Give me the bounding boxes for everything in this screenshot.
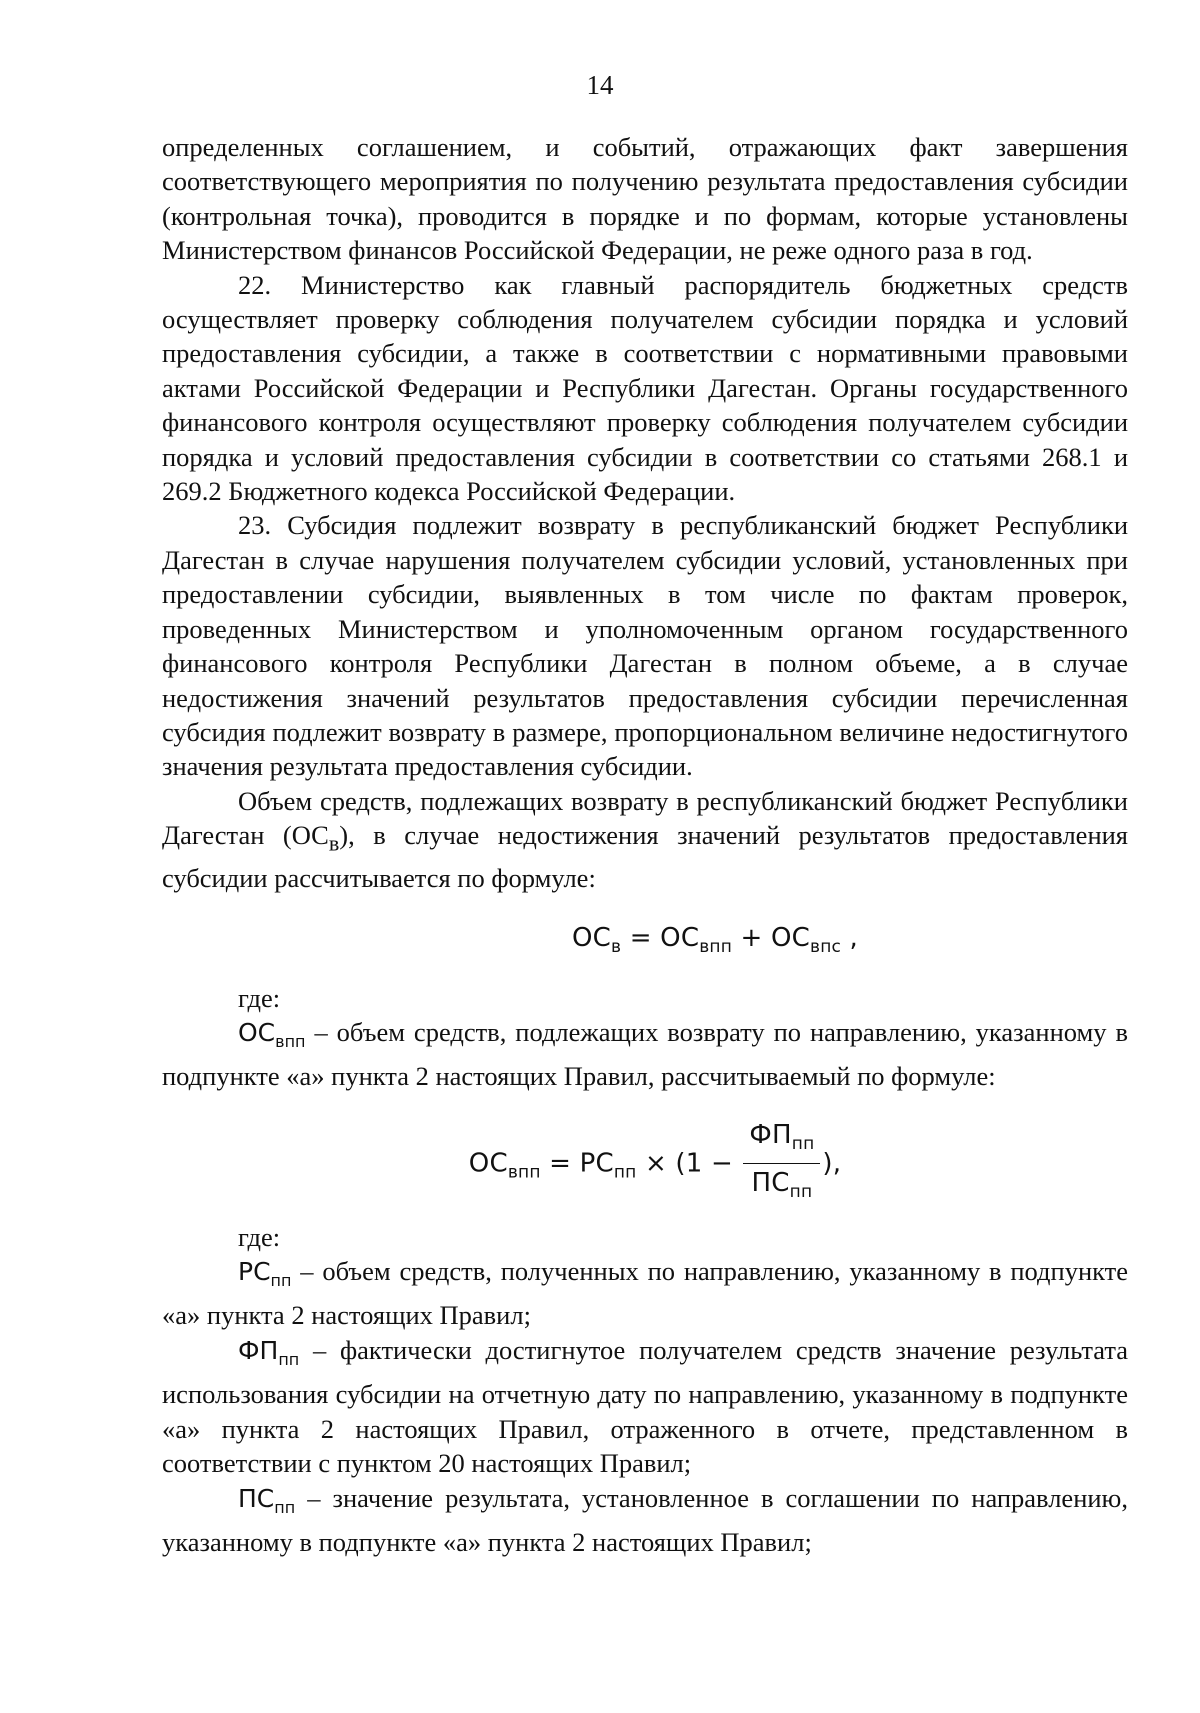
formula2-rs: РС [579,1148,614,1179]
formula1-term1: ОС [660,923,700,954]
formula2-denominator-sub: пп [789,1182,813,1203]
formula2-lhs-sub: впп [507,1162,541,1183]
definition-osvpp-symbol-main: ОС [238,1018,276,1048]
formula1-term1-sub: впп [699,937,733,958]
formula1-lhs-sub: в [611,937,622,958]
paragraph-23: 23. Субсидия подлежит возврату в республиканский бюджет Республики Дагестан в случае нарушения получателем субсидии условий, установленных при предоставлении субсидии, выявленных в том числе по фактам проверок, проведенных Министерством и уполномоченным органом государственного финансового контроля Республики Дагестан в полном объеме, а в случае недостижения значений результатов предоставления субсидии перечисленная субсидия подлежит возврату в размере, пропорциональном величине недостигнутого значения результата предоставления субсидии. [162,510,1128,782]
paragraph-volume [162,784,1128,896]
formula2-numerator-main: ФП [749,1119,792,1150]
formula2-tail: ), [822,1148,842,1179]
formula-osvpp [162,1118,1128,1210]
formula2-lhs: ОС [468,1148,508,1179]
formula1-plus: + [732,923,771,954]
page-number: 14 [586,70,614,100]
definition-osvpp-text: – объем средств, подлежащих возврату по направлению, указанному в подпункте «а» пункта 2 настоящих Правил, рассчитываемый по формуле: [162,1017,1128,1092]
formula2-numerator [743,1118,820,1164]
definition-pspp-symbol-main: ПС [238,1483,275,1513]
definition-osvpp-symbol [238,1018,306,1052]
where-label-1: где: [238,982,281,1013]
where-label-2: где: [238,1221,281,1252]
definition-fppp-text: – фактически достигнутое получателем средств значение результата использования субсидии на отчетную дату по направлению, указанному в подпункте «а» пункта 2 настоящих Правил, отраженного в отчете, представленном в соответствии с пунктом 20 настоящих Правил; [162,1334,1128,1479]
formula1-lhs: ОС [571,923,611,954]
formula2-denominator-main: ПС [751,1168,790,1199]
formula1-term2: ОС [770,923,810,954]
document-body [162,130,1128,1559]
definition-rspp-symbol-main: РС [238,1257,271,1287]
definition-pspp-symbol [238,1483,296,1517]
paragraph-volume-text-end: ), в случае недостижения значений результатов предоставления субсидии рассчитывается по формуле: [162,820,1128,893]
definition-rspp-text: – объем средств, полученных по направлению, указанному в подпункте «а» пункта 2 настоящих Правил; [162,1256,1128,1331]
formula2-eq: = [540,1148,580,1179]
definition-rspp-symbol [238,1257,292,1291]
formula1-eq: = [621,923,661,954]
formula2-numerator-sub: пп [791,1133,815,1154]
formula1-term2-sub: впс [810,937,842,958]
paragraph-22: 22. Министерство как главный распорядитель бюджетных средств осуществляет проверку соблюдения получателем субсидии порядка и условий предоставления субсидии, а также в соответствии с нормативными правовыми актами Российской Федерации и Республики Дагестан. Органы государственного финансового контроля осуществляют проверку соблюдения получателем субсидии порядка и условий предоставления субсидии в соответствии со статьями 268.1 и 269.2 Бюджетного кодекса Российской Федерации. [162,269,1128,507]
definition-rspp-symbol-sub: пп [270,1271,292,1291]
formula2-rs-sub: пп [613,1162,637,1183]
formula2-times: × (1 − [636,1148,742,1179]
formula1-tail: , [841,923,859,954]
definition-fppp-symbol-sub: пп [278,1349,300,1369]
formula2-denominator [743,1164,820,1209]
formula2-fraction [743,1118,820,1210]
paragraph-continuation: определенных соглашением, и событий, отражающих факт завершения соответствующего мероприятия по получению результата предоставления субсидии (контрольная точка), проводится в порядке и по формам, которые установлены Министерством финансов Российской Федерации, не реже одного раза в год. [162,132,1128,266]
definition-fppp-symbol [238,1335,300,1369]
definition-fppp [162,1333,1128,1481]
definition-fppp-symbol-main: ФП [238,1335,279,1365]
paragraph-volume-text-start: Объем средств, подлежащих возврату в республиканский бюджет Республики Дагестан (ОС [162,785,1128,851]
definition-rspp [162,1254,1128,1333]
definition-pspp-text: – значение результата, установленное в соглашении по направлению, указанному в подпункте «а» пункта 2 настоящих Правил; [162,1482,1128,1557]
paragraph-volume-subscript: в [328,830,340,856]
formula-total-return [162,921,1128,964]
definition-osvpp-symbol-sub: впп [275,1032,306,1052]
definition-pspp-symbol-sub: пп [274,1497,296,1517]
definition-osvpp [162,1015,1128,1094]
definition-pspp [162,1481,1128,1560]
